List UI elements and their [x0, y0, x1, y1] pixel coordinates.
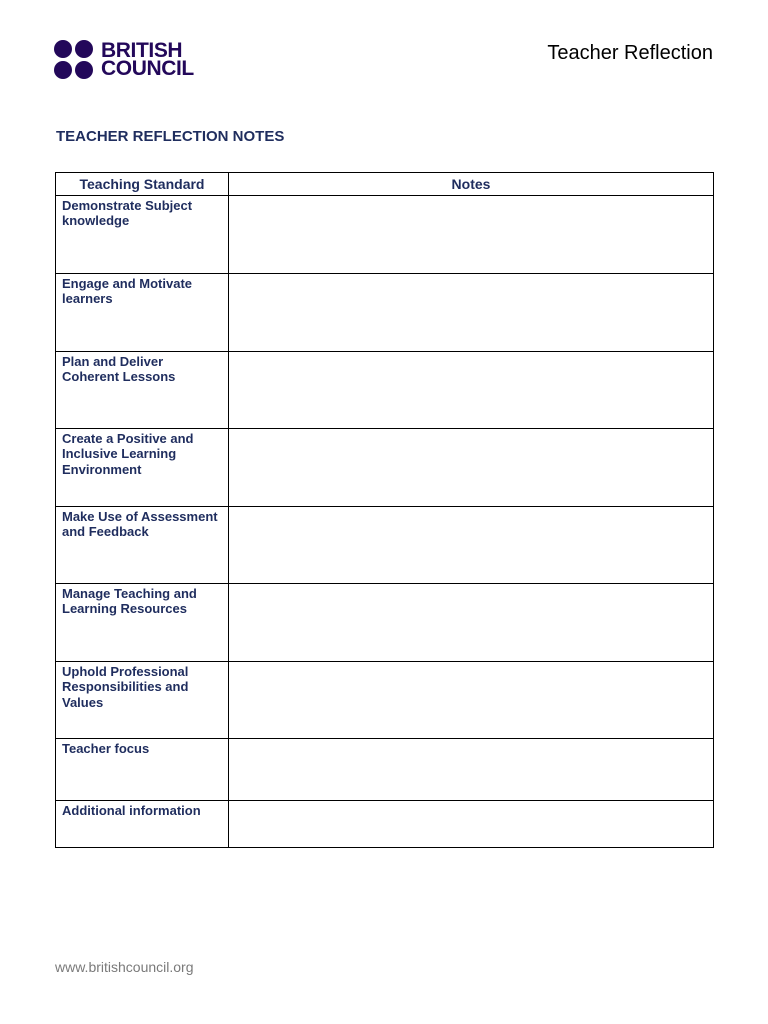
standard-cell: [56, 584, 229, 662]
standard-cell: [56, 429, 229, 507]
notes-cell[interactable]: [229, 739, 714, 801]
standard-label: Create a Positive and Inclusive Learning Environment: [62, 431, 194, 477]
standard-cell: [56, 507, 229, 584]
table-row: [56, 801, 714, 848]
standard-label: Additional information: [62, 803, 201, 818]
table-row: [56, 274, 714, 352]
notes-cell[interactable]: [229, 507, 714, 584]
standard-label: Demonstrate Subject knowledge: [62, 198, 193, 229]
table-row: [56, 739, 714, 801]
standard-cell: [56, 739, 229, 801]
british-council-logo: [54, 40, 204, 80]
logo-wordmark-line1: BRITISH: [101, 39, 183, 62]
table-row: [56, 584, 714, 662]
standard-label: Manage Teaching and Learning Resources: [62, 586, 197, 617]
standard-label: Uphold Professional Responsibilities and Values: [62, 664, 189, 710]
logo-dot: [54, 40, 72, 58]
document-title: Teacher Reflection: [547, 42, 713, 64]
standard-cell: [56, 274, 229, 352]
table-row: [56, 507, 714, 584]
section-heading: TEACHER REFLECTION NOTES: [56, 128, 285, 145]
notes-cell[interactable]: [229, 584, 714, 662]
standard-cell: [56, 801, 229, 848]
table-header-row: [56, 173, 714, 196]
standard-cell: [56, 196, 229, 274]
standard-cell: [56, 352, 229, 429]
notes-cell[interactable]: [229, 274, 714, 352]
logo-dot: [54, 61, 72, 79]
notes-cell[interactable]: [229, 801, 714, 848]
footer-url[interactable]: www.britishcouncil.org: [55, 959, 194, 975]
reflection-table: [55, 172, 714, 848]
column-header-notes: Notes: [229, 173, 714, 196]
standard-label: Make Use of Assessment and Feedback: [62, 509, 218, 540]
table-row: [56, 352, 714, 429]
logo-dots-icon: [54, 40, 94, 80]
table-row: [56, 196, 714, 274]
notes-cell[interactable]: [229, 429, 714, 507]
standard-cell: [56, 662, 229, 739]
notes-cell[interactable]: [229, 662, 714, 739]
notes-cell[interactable]: [229, 352, 714, 429]
notes-cell[interactable]: [229, 196, 714, 274]
standard-label: Engage and Motivate learners: [62, 276, 193, 307]
table-row: [56, 662, 714, 739]
column-header-teaching-standard: Teaching Standard: [56, 173, 229, 196]
logo-dot: [75, 61, 93, 79]
logo-wordmark-line2: COUNCIL: [101, 57, 194, 80]
standard-label: Plan and Deliver Coherent Lessons: [62, 354, 176, 385]
table-row: [56, 429, 714, 507]
logo-dot: [75, 40, 93, 58]
standard-label: Teacher focus: [62, 741, 150, 756]
